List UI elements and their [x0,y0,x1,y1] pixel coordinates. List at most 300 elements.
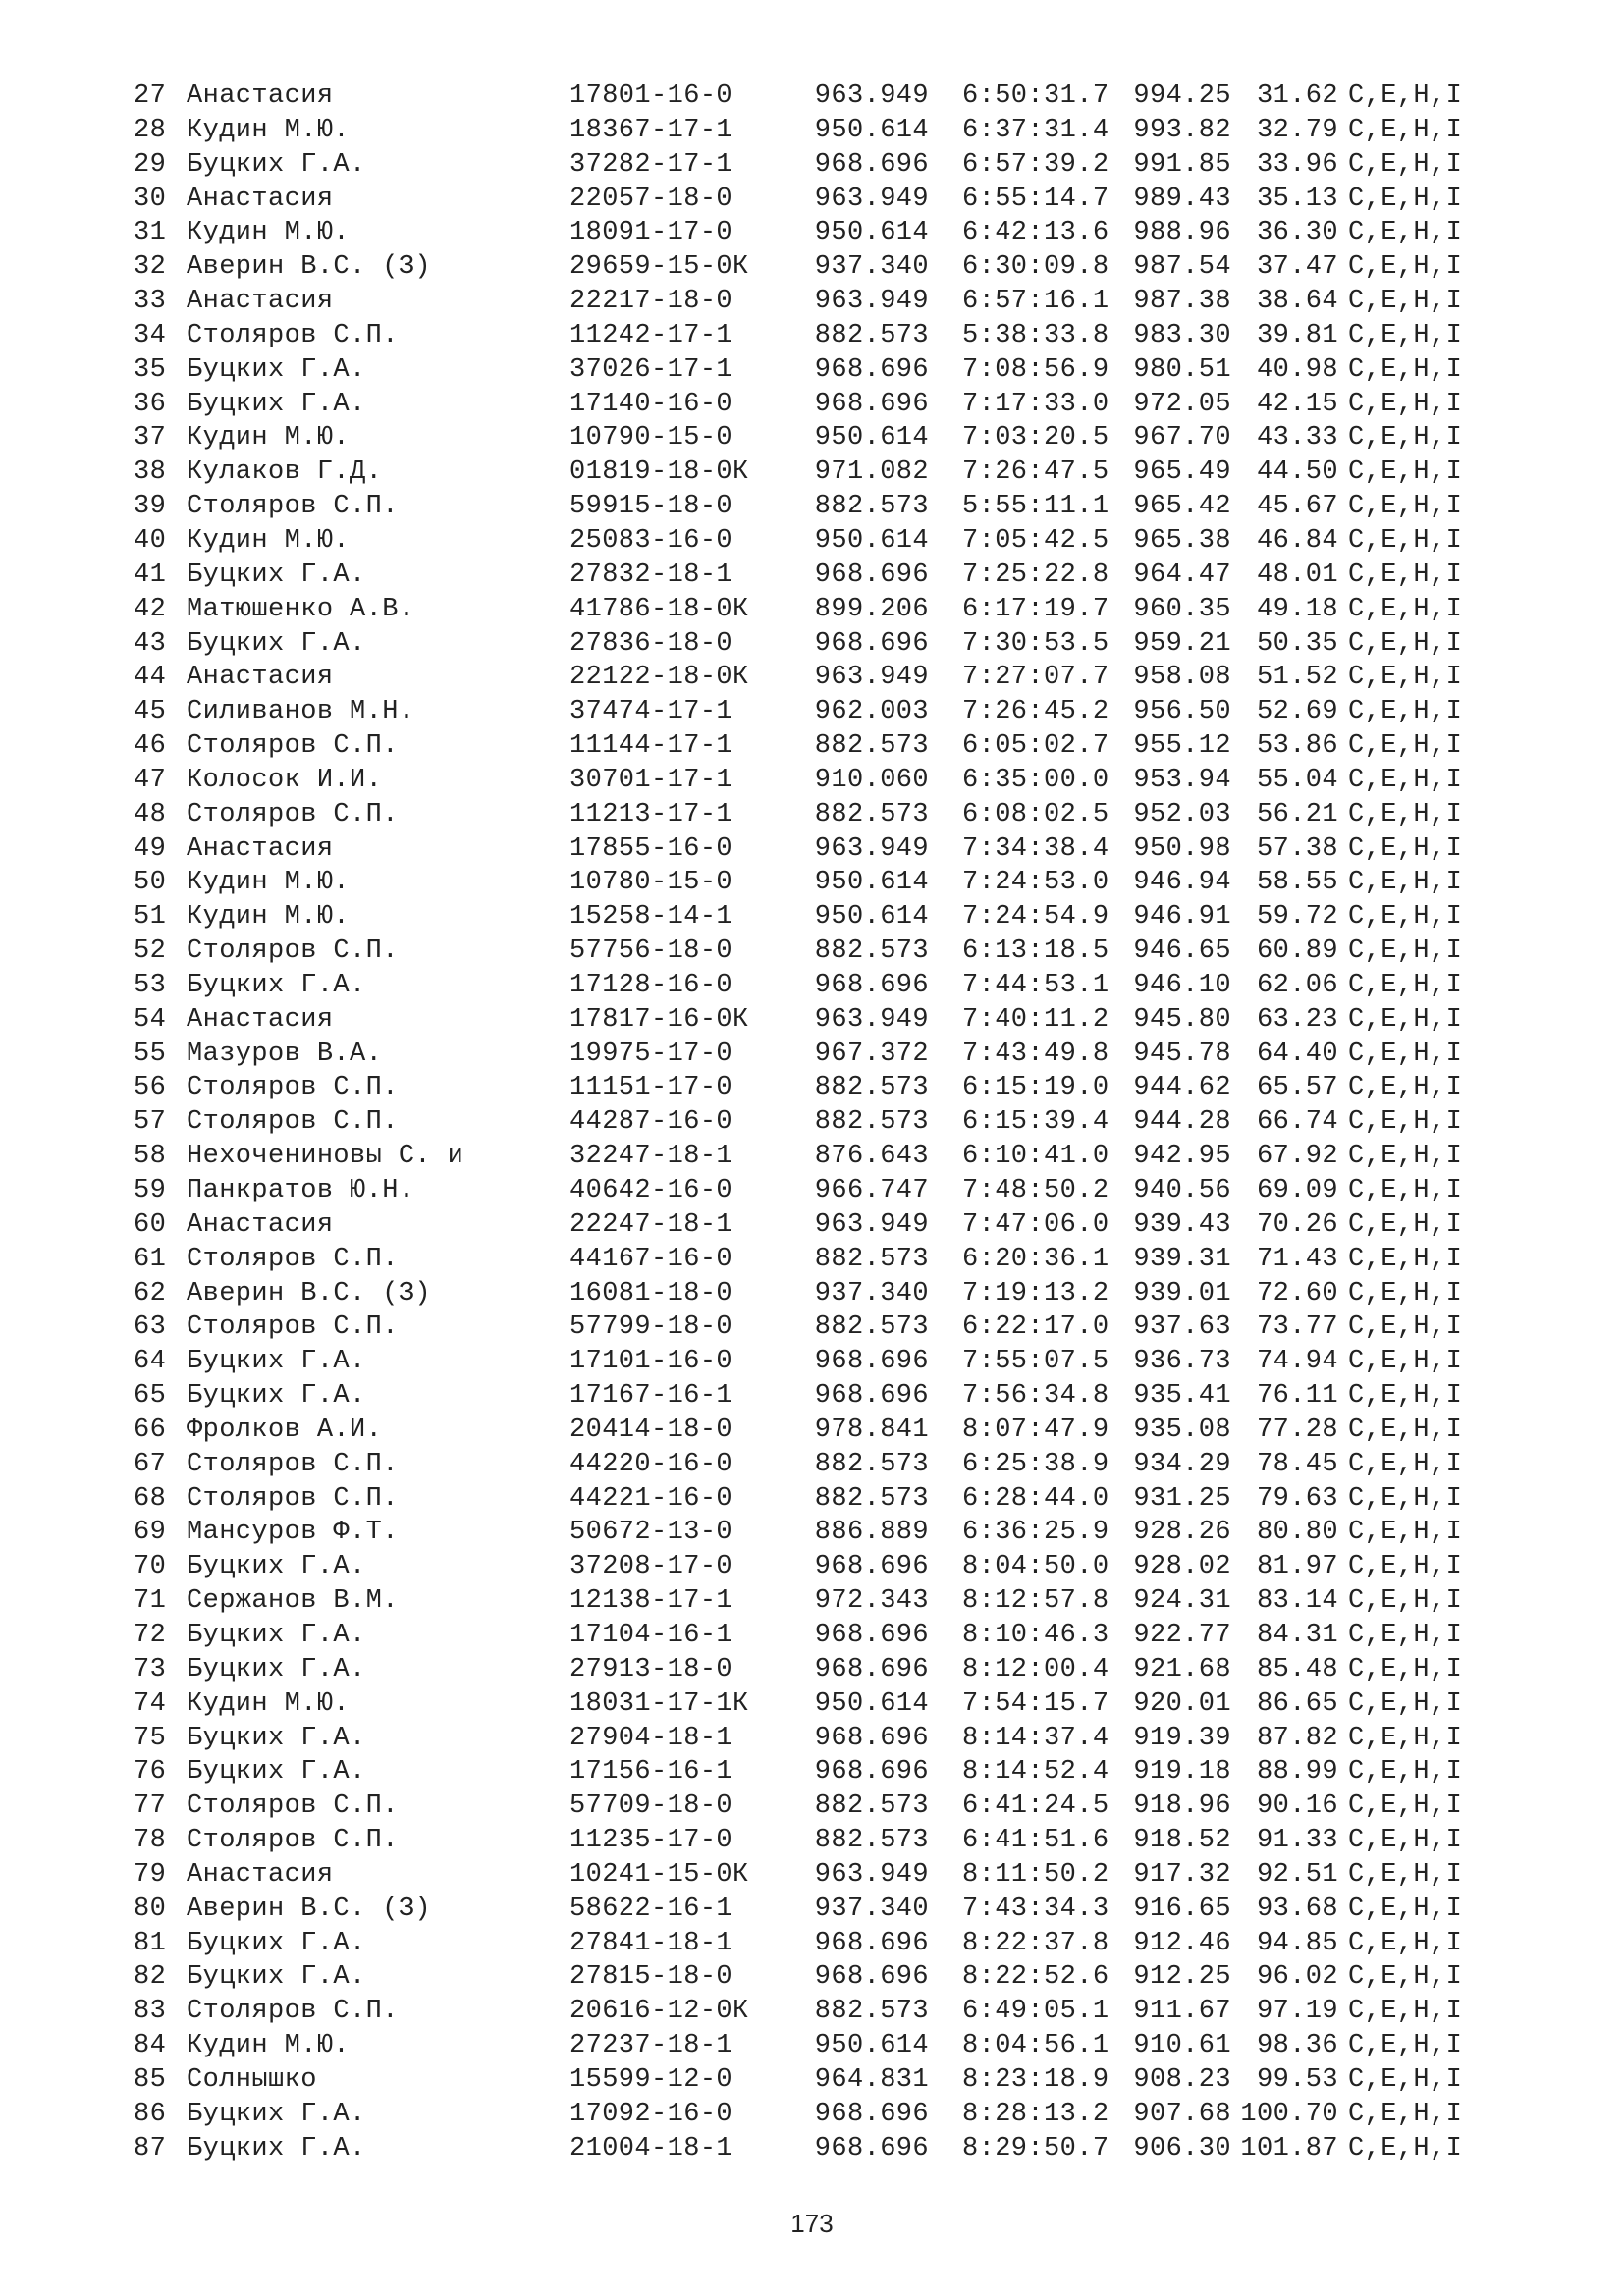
cell-distance: 963.949 [814,1004,929,1035]
cell-ring: 27237-18-1 [569,2031,733,2061]
cell-name: Столяров С.П. [187,1107,399,1138]
cell-place: 61 [134,1244,167,1274]
cell-flags: C,E,H,I [1348,2099,1463,2129]
cell-place: 37 [134,423,167,454]
cell-place: 79 [134,1859,167,1890]
cell-flags: C,E,H,I [1348,320,1463,350]
cell-ring: 22122-18-0К [569,663,749,693]
cell-coefficient: 52.69 [1256,697,1338,727]
result-row [134,353,1476,388]
cell-speed: 918.96 [1133,1791,1231,1822]
cell-ring: 44287-16-0 [569,1107,733,1138]
result-row [134,2063,1476,2098]
cell-distance: 882.573 [814,1244,929,1274]
cell-flags: C,E,H,I [1348,1244,1463,1274]
cell-flags: C,E,H,I [1348,936,1463,967]
cell-flags: C,E,H,I [1348,149,1463,180]
cell-ring: 27913-18-0 [569,1654,733,1684]
cell-coefficient: 66.74 [1256,1107,1338,1138]
cell-flags: C,E,H,I [1348,1004,1463,1035]
cell-name: Анастасия [187,81,334,111]
cell-name: Столяров С.П. [187,731,399,762]
cell-name: Буцких Г.А. [187,1620,366,1650]
cell-coefficient: 45.67 [1256,492,1338,522]
cell-flags: C,E,H,I [1348,594,1463,624]
cell-flags: C,E,H,I [1348,1997,1463,2027]
cell-coefficient: 71.43 [1256,1244,1338,1274]
cell-name: Кудин М.Ю. [187,115,351,145]
cell-distance: 971.082 [814,457,929,488]
cell-place: 81 [134,1928,167,1958]
cell-distance: 886.889 [814,1518,929,1548]
cell-coefficient: 36.30 [1256,218,1338,248]
cell-coefficient: 57.38 [1256,833,1338,864]
cell-arrival-time: 7:05:42.5 [962,525,1110,556]
cell-arrival-time: 7:27:07.7 [962,663,1110,693]
cell-arrival-time: 6:05:02.7 [962,731,1110,762]
result-row [134,1858,1476,1893]
cell-arrival-time: 6:15:19.0 [962,1073,1110,1103]
cell-speed: 944.28 [1133,1107,1231,1138]
cell-ring: 27832-18-1 [569,560,733,590]
cell-name: Буцких Г.А. [187,1962,366,1993]
result-row [134,2132,1476,2166]
cell-arrival-time: 8:14:37.4 [962,1723,1110,1753]
cell-coefficient: 55.04 [1256,765,1338,795]
cell-place: 29 [134,149,167,180]
result-row [134,1755,1476,1789]
cell-flags: C,E,H,I [1348,287,1463,317]
cell-distance: 978.841 [814,1415,929,1445]
cell-coefficient: 81.97 [1256,1552,1338,1582]
cell-name: Столяров С.П. [187,1997,399,2027]
cell-name: Столяров С.П. [187,1244,399,1274]
cell-ring: 59915-18-0 [569,492,733,522]
cell-place: 33 [134,287,167,317]
cell-name: Столяров С.П. [187,320,399,350]
cell-arrival-time: 8:28:13.2 [962,2099,1110,2129]
cell-coefficient: 33.96 [1256,149,1338,180]
cell-coefficient: 32.79 [1256,115,1338,145]
cell-ring: 10241-15-0К [569,1859,749,1890]
cell-arrival-time: 5:55:11.1 [962,492,1110,522]
cell-arrival-time: 8:04:50.0 [962,1552,1110,1582]
cell-name: Столяров С.П. [187,1073,399,1103]
cell-arrival-time: 6:50:31.7 [962,81,1110,111]
cell-speed: 964.47 [1133,560,1231,590]
result-row [134,1448,1476,1482]
cell-flags: C,E,H,I [1348,1518,1463,1548]
cell-coefficient: 49.18 [1256,594,1338,624]
result-row [134,388,1476,422]
cell-place: 30 [134,184,167,214]
cell-flags: C,E,H,I [1348,525,1463,556]
cell-ring: 57756-18-0 [569,936,733,967]
cell-arrival-time: 7:34:38.4 [962,833,1110,864]
result-row [134,1722,1476,1756]
cell-arrival-time: 6:17:19.7 [962,594,1110,624]
cell-speed: 912.25 [1133,1962,1231,1993]
cell-flags: C,E,H,I [1348,1107,1463,1138]
cell-place: 74 [134,1688,167,1719]
cell-speed: 967.70 [1133,423,1231,454]
cell-distance: 968.696 [814,2133,929,2163]
cell-flags: C,E,H,I [1348,1073,1463,1103]
result-row [134,1960,1476,1995]
cell-place: 64 [134,1347,167,1377]
cell-name: Солнышко [187,2064,317,2095]
result-row [134,183,1476,217]
cell-distance: 950.614 [814,525,929,556]
cell-speed: 980.51 [1133,354,1231,385]
cell-speed: 987.54 [1133,252,1231,283]
cell-speed: 946.10 [1133,970,1231,1000]
cell-distance: 963.949 [814,81,929,111]
cell-distance: 968.696 [814,1552,929,1582]
cell-ring: 01819-18-0К [569,457,749,488]
cell-distance: 882.573 [814,1997,929,2027]
cell-place: 65 [134,1381,167,1412]
result-row [134,1653,1476,1687]
cell-name: Панкратов Ю.Н. [187,1176,415,1205]
cell-ring: 27904-18-1 [569,1723,733,1753]
cell-arrival-time: 8:22:37.8 [962,1928,1110,1958]
result-row [134,1345,1476,1379]
cell-name: Матюшенко А.В. [187,594,415,624]
cell-ring: 19975-17-0 [569,1039,733,1069]
cell-flags: C,E,H,I [1348,1894,1463,1924]
cell-place: 71 [134,1586,167,1617]
cell-speed: 911.67 [1133,1997,1231,2027]
cell-flags: C,E,H,I [1348,1620,1463,1650]
cell-coefficient: 99.53 [1256,2064,1338,2095]
cell-arrival-time: 7:26:45.2 [962,697,1110,727]
cell-arrival-time: 6:35:00.0 [962,765,1110,795]
cell-speed: 924.31 [1133,1586,1231,1617]
cell-speed: 910.61 [1133,2031,1231,2061]
cell-distance: 963.949 [814,184,929,214]
result-row [134,285,1476,319]
cell-flags: C,E,H,I [1348,1859,1463,1890]
cell-arrival-time: 6:42:13.6 [962,218,1110,248]
cell-speed: 940.56 [1133,1176,1231,1205]
cell-arrival-time: 6:36:25.9 [962,1518,1110,1548]
cell-name: Мазуров В.А. [187,1039,383,1069]
cell-speed: 950.98 [1133,833,1231,864]
cell-flags: C,E,H,I [1348,1962,1463,1993]
cell-flags: C,E,H,I [1348,1483,1463,1514]
cell-ring: 27841-18-1 [569,1928,733,1958]
cell-ring: 11235-17-0 [569,1826,733,1856]
cell-place: 67 [134,1449,167,1479]
cell-flags: C,E,H,I [1348,1826,1463,1856]
cell-place: 83 [134,1997,167,2027]
cell-place: 27 [134,81,167,111]
cell-coefficient: 39.81 [1256,320,1338,350]
cell-ring: 37474-17-1 [569,697,733,727]
cell-place: 68 [134,1483,167,1514]
cell-flags: C,E,H,I [1348,1688,1463,1719]
cell-name: Столяров С.П. [187,936,399,967]
result-row [134,2098,1476,2132]
result-row [134,1277,1476,1311]
cell-name: Кулаков Г.Д. [187,457,383,488]
result-row [134,1482,1476,1517]
result-row [134,1584,1476,1619]
cell-name: Нехочениновы С. и [187,1142,464,1172]
cell-coefficient: 44.50 [1256,457,1338,488]
cell-coefficient: 77.28 [1256,1415,1338,1445]
cell-distance: 937.340 [814,252,929,283]
cell-ring: 22217-18-0 [569,287,733,317]
cell-arrival-time: 6:20:36.1 [962,1244,1110,1274]
cell-flags: C,E,H,I [1348,2064,1463,2095]
results-body [134,80,1476,2165]
cell-ring: 32247-18-1 [569,1142,733,1172]
cell-name: Кудин М.Ю. [187,218,351,248]
cell-distance: 950.614 [814,902,929,933]
cell-ring: 17855-16-0 [569,833,733,864]
cell-ring: 25083-16-0 [569,525,733,556]
cell-coefficient: 40.98 [1256,354,1338,385]
cell-place: 41 [134,560,167,590]
cell-arrival-time: 8:12:57.8 [962,1586,1110,1617]
cell-name: Аверин В.С. (З) [187,1894,432,1924]
cell-speed: 928.02 [1133,1552,1231,1582]
result-row [134,421,1476,455]
cell-distance: 967.372 [814,1039,929,1069]
cell-speed: 959.21 [1133,628,1231,659]
cell-name: Столяров С.П. [187,1449,399,1479]
cell-place: 72 [134,1620,167,1650]
cell-place: 62 [134,1278,167,1308]
cell-flags: C,E,H,I [1348,1381,1463,1412]
cell-name: Кудин М.Ю. [187,2031,351,2061]
cell-ring: 10790-15-0 [569,423,733,454]
cell-place: 39 [134,492,167,522]
cell-distance: 882.573 [814,731,929,762]
cell-coefficient: 42.15 [1256,389,1338,419]
cell-distance: 882.573 [814,320,929,350]
cell-arrival-time: 5:38:33.8 [962,320,1110,350]
cell-coefficient: 64.40 [1256,1039,1338,1069]
cell-name: Буцких Г.А. [187,970,366,1000]
cell-flags: C,E,H,I [1348,423,1463,454]
cell-name: Аверин В.С. (З) [187,1278,432,1308]
cell-place: 60 [134,1209,167,1240]
cell-distance: 882.573 [814,1449,929,1479]
cell-speed: 946.94 [1133,868,1231,898]
cell-place: 59 [134,1176,167,1205]
cell-distance: 882.573 [814,936,929,967]
cell-distance: 964.831 [814,2064,929,2095]
cell-flags: C,E,H,I [1348,218,1463,248]
cell-distance: 910.060 [814,765,929,795]
cell-name: Столяров С.П. [187,1826,399,1856]
cell-place: 31 [134,218,167,248]
cell-place: 57 [134,1107,167,1138]
cell-speed: 965.49 [1133,457,1231,488]
cell-ring: 18091-17-0 [569,218,733,248]
cell-place: 66 [134,1415,167,1445]
cell-flags: C,E,H,I [1348,1312,1463,1343]
cell-distance: 968.696 [814,2099,929,2129]
cell-distance: 968.696 [814,1757,929,1788]
cell-speed: 939.01 [1133,1278,1231,1308]
cell-ring: 18031-17-1К [569,1688,749,1719]
cell-speed: 946.65 [1133,936,1231,967]
cell-name: Столяров С.П. [187,1791,399,1822]
cell-arrival-time: 6:25:38.9 [962,1449,1110,1479]
cell-coefficient: 58.55 [1256,868,1338,898]
cell-flags: C,E,H,I [1348,1415,1463,1445]
cell-arrival-time: 8:14:52.4 [962,1757,1110,1788]
cell-arrival-time: 6:08:02.5 [962,799,1110,829]
cell-distance: 963.949 [814,663,929,693]
cell-ring: 17140-16-0 [569,389,733,419]
cell-name: Фролков А.И. [187,1415,383,1445]
cell-flags: C,E,H,I [1348,902,1463,933]
result-row [134,1893,1476,1927]
cell-place: 45 [134,697,167,727]
cell-name: Кудин М.Ю. [187,902,351,933]
cell-name: Силиванов М.Н. [187,697,415,727]
cell-distance: 968.696 [814,1723,929,1753]
cell-ring: 11144-17-1 [569,731,733,762]
cell-name: Буцких Г.А. [187,354,366,385]
cell-coefficient: 80.80 [1256,1518,1338,1548]
cell-place: 70 [134,1552,167,1582]
cell-ring: 17101-16-0 [569,1347,733,1377]
cell-flags: C,E,H,I [1348,1278,1463,1308]
result-row [134,593,1476,627]
cell-distance: 882.573 [814,1483,929,1514]
cell-place: 77 [134,1791,167,1822]
cell-flags: C,E,H,I [1348,833,1463,864]
cell-arrival-time: 7:55:07.5 [962,1347,1110,1377]
cell-distance: 968.696 [814,1962,929,1993]
result-row [134,764,1476,798]
cell-arrival-time: 6:57:16.1 [962,287,1110,317]
cell-speed: 935.08 [1133,1415,1231,1445]
cell-flags: C,E,H,I [1348,1176,1463,1205]
cell-coefficient: 97.19 [1256,1997,1338,2027]
cell-speed: 983.30 [1133,320,1231,350]
cell-distance: 882.573 [814,1073,929,1103]
cell-flags: C,E,H,I [1348,765,1463,795]
cell-name: Анастасия [187,1004,334,1035]
cell-arrival-time: 7:54:15.7 [962,1688,1110,1719]
cell-name: Буцких Г.А. [187,149,366,180]
cell-distance: 968.696 [814,389,929,419]
cell-coefficient: 100.70 [1240,2099,1338,2129]
cell-distance: 968.696 [814,149,929,180]
cell-ring: 44167-16-0 [569,1244,733,1274]
result-row [134,661,1476,695]
cell-coefficient: 50.35 [1256,628,1338,659]
cell-distance: 962.003 [814,697,929,727]
cell-place: 32 [134,252,167,283]
cell-coefficient: 43.33 [1256,423,1338,454]
cell-speed: 922.77 [1133,1620,1231,1650]
result-row [134,1927,1476,1961]
cell-ring: 10780-15-0 [569,868,733,898]
result-row [134,1550,1476,1584]
result-row [134,559,1476,593]
cell-ring: 17128-16-0 [569,970,733,1000]
cell-speed: 953.94 [1133,765,1231,795]
cell-place: 35 [134,354,167,385]
cell-arrival-time: 6:22:17.0 [962,1312,1110,1343]
cell-distance: 966.747 [814,1176,929,1205]
cell-arrival-time: 7:26:47.5 [962,457,1110,488]
cell-flags: C,E,H,I [1348,1449,1463,1479]
cell-arrival-time: 7:30:53.5 [962,628,1110,659]
cell-arrival-time: 7:03:20.5 [962,423,1110,454]
cell-speed: 952.03 [1133,799,1231,829]
cell-place: 69 [134,1518,167,1548]
cell-name: Аверин В.С. (З) [187,252,432,283]
cell-coefficient: 90.16 [1256,1791,1338,1822]
cell-arrival-time: 6:57:39.2 [962,149,1110,180]
cell-place: 47 [134,765,167,795]
cell-ring: 17801-16-0 [569,81,733,111]
result-row [134,80,1476,114]
cell-distance: 968.696 [814,560,929,590]
cell-flags: C,E,H,I [1348,868,1463,898]
cell-flags: C,E,H,I [1348,1552,1463,1582]
cell-distance: 882.573 [814,492,929,522]
cell-place: 28 [134,115,167,145]
cell-place: 42 [134,594,167,624]
cell-coefficient: 46.84 [1256,525,1338,556]
cell-flags: C,E,H,I [1348,1347,1463,1377]
cell-speed: 972.05 [1133,389,1231,419]
result-row [134,832,1476,867]
cell-arrival-time: 8:11:50.2 [962,1859,1110,1890]
cell-distance: 950.614 [814,423,929,454]
result-row [134,969,1476,1003]
cell-speed: 945.80 [1133,1004,1231,1035]
cell-ring: 20414-18-0 [569,1415,733,1445]
cell-ring: 12138-17-1 [569,1586,733,1617]
cell-speed: 988.96 [1133,218,1231,248]
cell-coefficient: 86.65 [1256,1688,1338,1719]
cell-arrival-time: 7:43:49.8 [962,1039,1110,1069]
cell-flags: C,E,H,I [1348,1928,1463,1958]
cell-arrival-time: 8:10:46.3 [962,1620,1110,1650]
cell-name: Кудин М.Ю. [187,868,351,898]
result-row [134,900,1476,934]
cell-distance: 950.614 [814,115,929,145]
cell-flags: C,E,H,I [1348,560,1463,590]
cell-coefficient: 62.06 [1256,970,1338,1000]
cell-arrival-time: 7:08:56.9 [962,354,1110,385]
cell-place: 85 [134,2064,167,2095]
cell-name: Буцких Г.А. [187,1757,366,1788]
cell-place: 76 [134,1757,167,1788]
cell-name: Буцких Г.А. [187,628,366,659]
result-row [134,1071,1476,1105]
cell-arrival-time: 8:29:50.7 [962,2133,1110,2163]
cell-arrival-time: 6:41:51.6 [962,1826,1110,1856]
cell-coefficient: 60.89 [1256,936,1338,967]
cell-place: 36 [134,389,167,419]
cell-place: 75 [134,1723,167,1753]
cell-ring: 17817-16-0К [569,1004,749,1035]
result-row [134,1516,1476,1550]
cell-coefficient: 38.64 [1256,287,1338,317]
